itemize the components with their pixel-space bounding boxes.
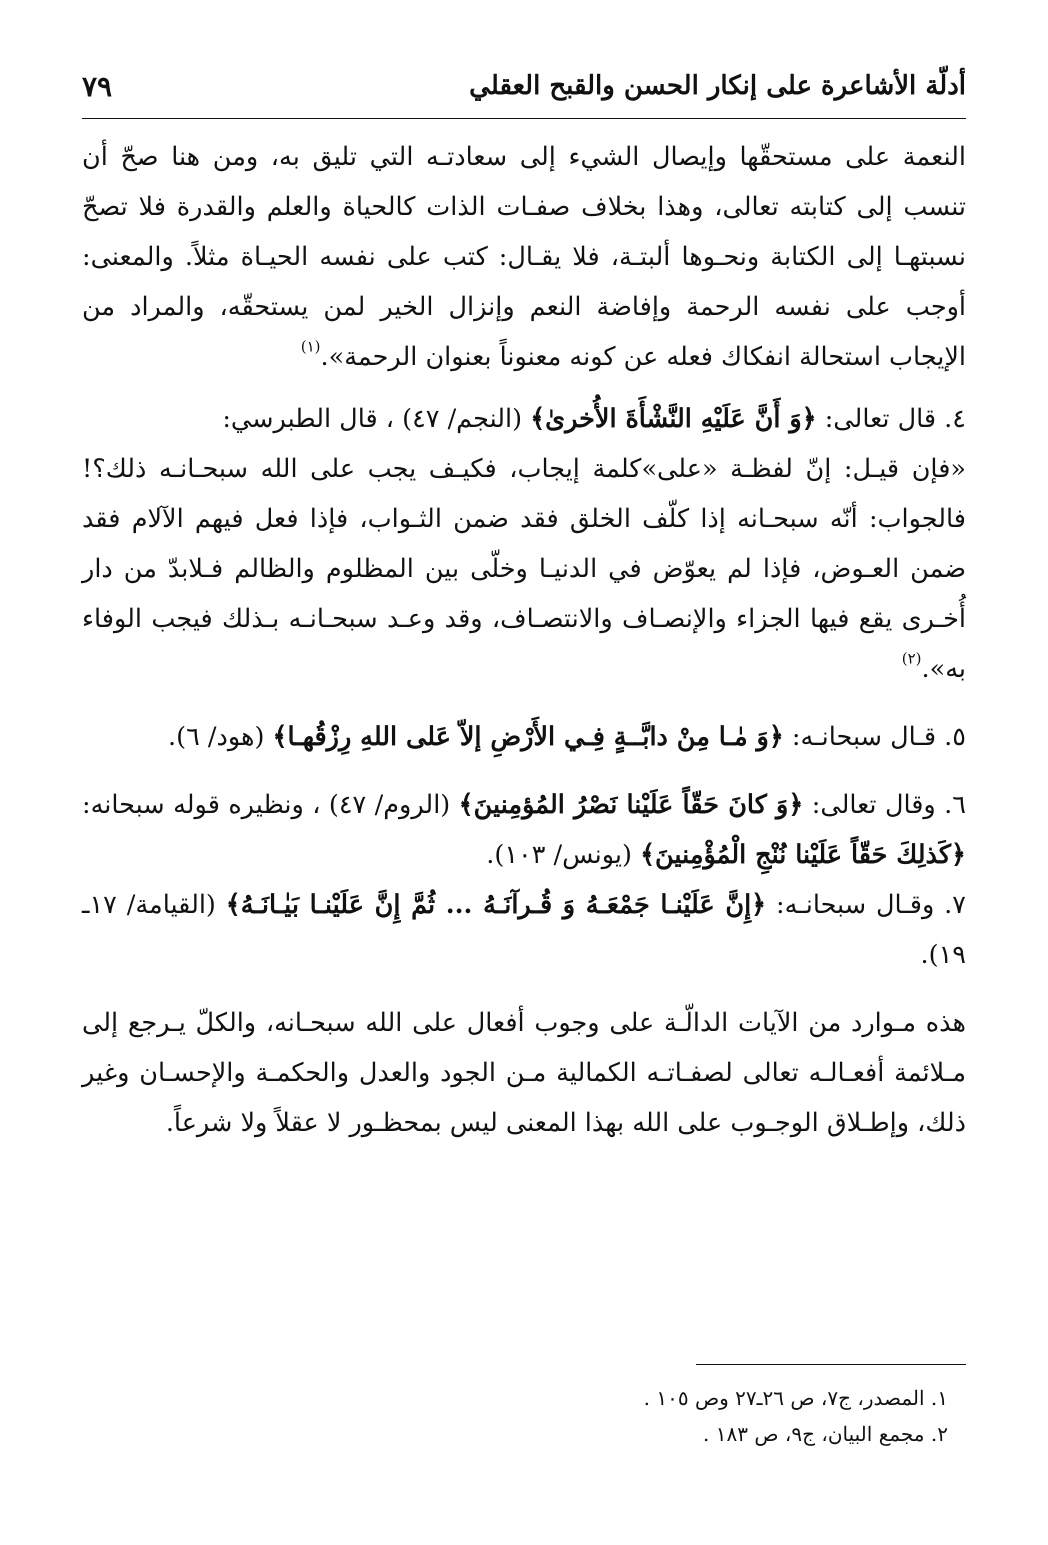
item-7-lead: ٧. وقـال سبحانـه:	[766, 890, 966, 920]
item-4-lead: ٤. قال تعالى:	[816, 404, 966, 434]
header-divider	[82, 118, 966, 119]
footnotes	[82, 1380, 948, 1452]
item-7-verse: ﴿إِنَّ عَلَيْنـا جَمْعَـهُ وَ قُـرآنَـهُ ... ثُمَّ إِنَّ عَلَيْنـا بَيٰـانَـهُ﴾	[225, 890, 767, 920]
footnote-2: ٢. مجمع البيان، ج٩، ص ١٨٣ .	[703, 1422, 948, 1446]
item-5	[82, 712, 966, 762]
tabarsi-quote	[82, 444, 966, 694]
footnote-1: ١. المصدر، ج٧، ص ٢٦ـ٢٧ وص ١٠٥ .	[643, 1386, 948, 1410]
item-6-citation-2: (يونس/ ١٠٣).	[486, 840, 641, 870]
item-7-citation: (القيامة/ ١٧ـ ١٩).	[82, 890, 966, 970]
tabarsi-quote-text: «فإن قيـل: إنّ لفظـة «على»كلمة إيجاب، فكيـف يجب على الله سبحـانـه ذلك؟! فالجواب: أنّه سبحـانه إذا كلّف الخلق فقد ضمن الثـواب، فإذا فعل فيهم الآلام فقد ضمن العـوض، فإذا لم يعوّض في الدنيـا وخلّى بين المظلوم والظالم فـلابدّ من دار أُخـرى يقع فيها الجزاء والإنصـاف والانتصـاف، وقد وعـد سبحـانـه بـذلك فيجب الوفاء به».	[82, 454, 966, 684]
page-body	[82, 132, 966, 1148]
page-number: ٧٩	[82, 69, 113, 103]
item-7	[82, 880, 966, 980]
conclusion-paragraph: هذه مـوارد من الآيات الدالّـة على وجوب أفعال على الله سبحـانه، والكلّ يـرجع إلى مـلائمة أفعـالـه تعالى لصفـاتـه الكمالية مـن الجود والعدل والحكمـة والإحسـان وغير ذلك، وإطـلاق الوجـوب على الله بهذا المعنى ليس بمحظـور لا عقلاً ولا شرعاً.	[82, 1008, 966, 1138]
item-5-verse: ﴿وَ مٰـا مِنْ دابَّــةٍ فِـي الأَرْضِ إلاّ عَلى اللهِ رِزْقُهـا﴾	[272, 722, 784, 752]
page-header	[82, 60, 966, 112]
item-4	[82, 394, 966, 444]
item-4-citation: (النجم/ ٤٧) ، قال الطبرسي:	[222, 404, 531, 434]
footnote-ref-1: (١)	[300, 337, 321, 356]
item-6-verse: ﴿وَ كانَ حَقّاً عَلَيْنا نَصْرُ المُؤمِنينَ﴾	[458, 790, 804, 820]
footnote-divider	[696, 1364, 966, 1365]
item-5-lead: ٥. قـال سبحانـه:	[783, 722, 966, 752]
item-6	[82, 780, 966, 880]
footnote-ref-2: (٢)	[901, 649, 922, 668]
item-4-verse: ﴿وَ أَنَّ عَلَيْهِ النَّشْأَةَ الأُخرىٰ﴾	[530, 404, 817, 434]
item-6-lead: ٦. وقال تعالى:	[803, 790, 966, 820]
item-6-verse-2: ﴿كَذلِكَ حَقّاً عَلَيْنا نُنْجِ الْمُؤْمِنينَ﴾	[640, 840, 966, 870]
item-6-citation: (الروم/ ٤٧) ، ونظيره قوله سبحانه:	[82, 790, 459, 820]
intro-paragraph	[82, 132, 966, 382]
item-5-citation: (هود/ ٦).	[168, 722, 273, 752]
intro-text: النعمة على مستحقّها وإيصال الشيء إلى سعادتـه التي تليق به، ومن هنا صحّ أن تنسب إلى كتابته تعالى، وهذا بخلاف صفـات الذات كالحياة والعلم والقدرة فلا تصحّ نسبتهـا إلى الكتابة ونحـوها ألبتـة، فلا يقـال: كتب على نفسه الحيـاة مثلاً. والمعنى: أوجب على نفسه الرحمة وإفاضة النعم وإنزال الخير لمن يستحقّه، والمراد من الإيجاب استحالة انفكاك فعله عن كونه معنوناً بعنوان الرحمة».	[82, 142, 966, 372]
running-title: أدلّة الأشاعرة على إنكار الحسن والقبح العقلي	[469, 71, 966, 101]
